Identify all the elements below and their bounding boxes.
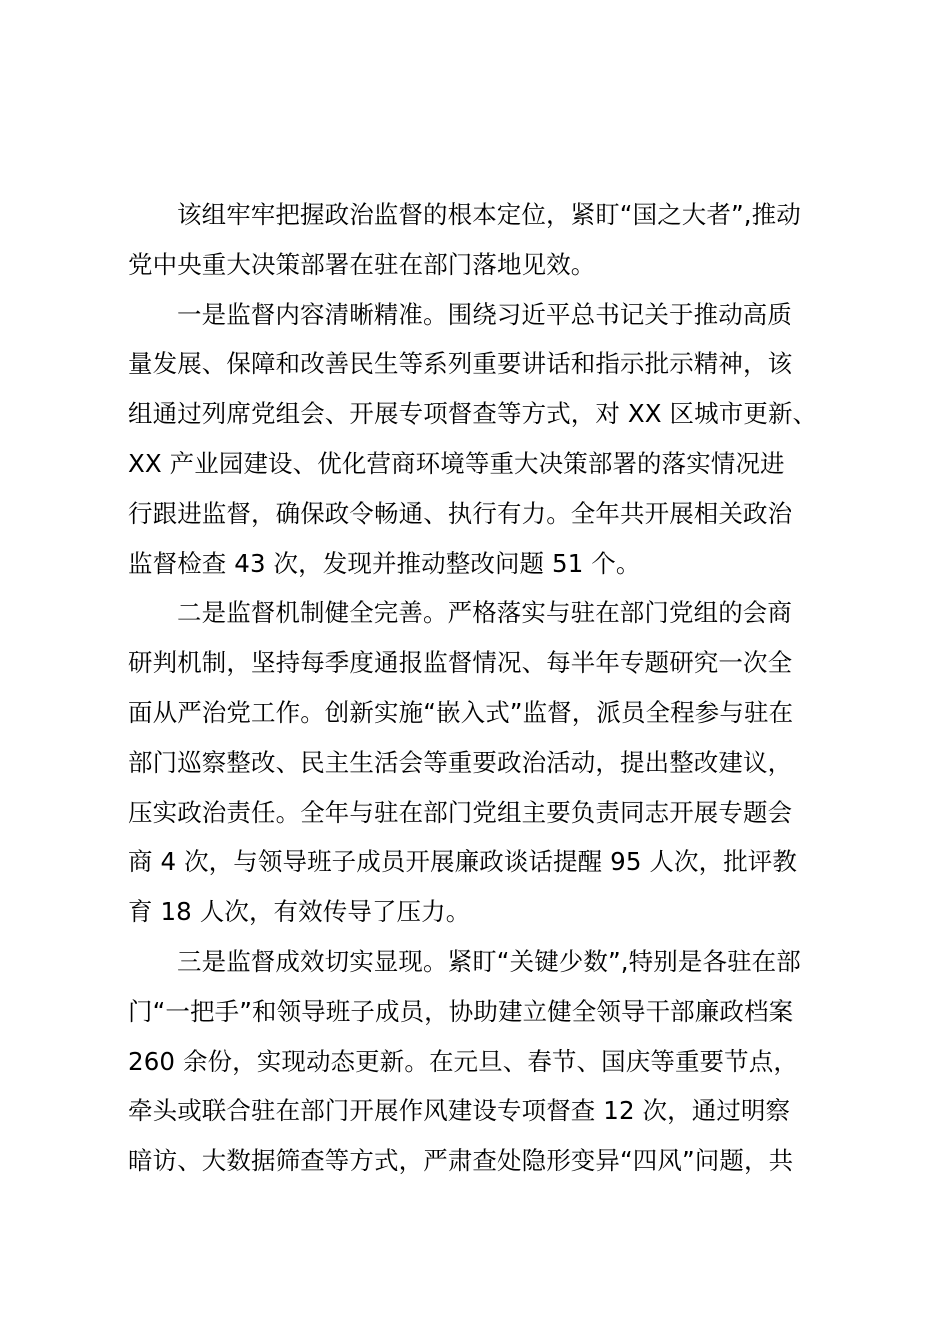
paragraph-point-three	[128, 937, 828, 1186]
document-page	[128, 190, 828, 1186]
text-line: 该组牢牢把握政治监督的根本定位，紧盯“国之大者”,推动	[177, 200, 801, 229]
text-line: 量发展、保障和改善民生等系列重要讲话和指示批示精神，该	[128, 349, 793, 379]
text-line: 260 余份，实现动态更新。在元旦、春节、国庆等重要节点，	[128, 1046, 798, 1076]
text-line: 育 18 人次，有效传导了压力。	[128, 897, 471, 927]
text-line: 一是监督内容清晰精准。围绕习近平总书记关于推动高质	[177, 299, 792, 329]
text-line: 压实政治责任。全年与驻在部门党组主要负责同志开展专题会	[128, 797, 793, 827]
text-line: 二是监督机制健全完善。严格落实与驻在部门党组的会商	[177, 598, 792, 628]
paragraph-intro	[128, 190, 828, 290]
text-line: 门“一把手”和领导班子成员，协助建立健全领导干部廉政档案	[128, 996, 794, 1026]
text-line: 组通过列席党组会、开展专项督查等方式，对 XX 区城市更新、	[128, 399, 818, 429]
paragraph-point-two	[128, 588, 828, 937]
text-line: 行跟进监督，确保政令畅通、执行有力。全年共开展相关政治	[128, 498, 793, 528]
text-line: 商 4 次，与领导班子成员开展廉政谈话提醒 95 人次，批评教	[128, 847, 798, 877]
paragraph-point-one	[128, 290, 828, 589]
text-line: 研判机制，坚持每季度通报监督情况、每半年专题研究一次全	[128, 648, 793, 678]
text-line: 部门巡察整改、民主生活会等重要政治活动，提出整改建议，	[128, 747, 793, 777]
text-line: 面从严治党工作。创新实施“嵌入式”监督，派员全程参与驻在	[128, 697, 794, 727]
text-line: 监督检查 43 次，发现并推动整改问题 51 个。	[128, 548, 641, 578]
text-line: 三是监督成效切实显现。紧盯“关键少数”,特别是各驻在部	[177, 946, 801, 976]
text-line: 牵头或联合驻在部门开展作风建设专项督查 12 次，通过明察	[128, 1096, 791, 1126]
text-line: 暗访、大数据筛查等方式，严肃查处隐形变异“四风”问题，共	[128, 1146, 794, 1176]
text-line: XX 产业园建设、优化营商环境等重大决策部署的落实情况进	[128, 448, 785, 478]
text-line: 党中央重大决策部署在驻在部门落地见效。	[128, 249, 596, 279]
